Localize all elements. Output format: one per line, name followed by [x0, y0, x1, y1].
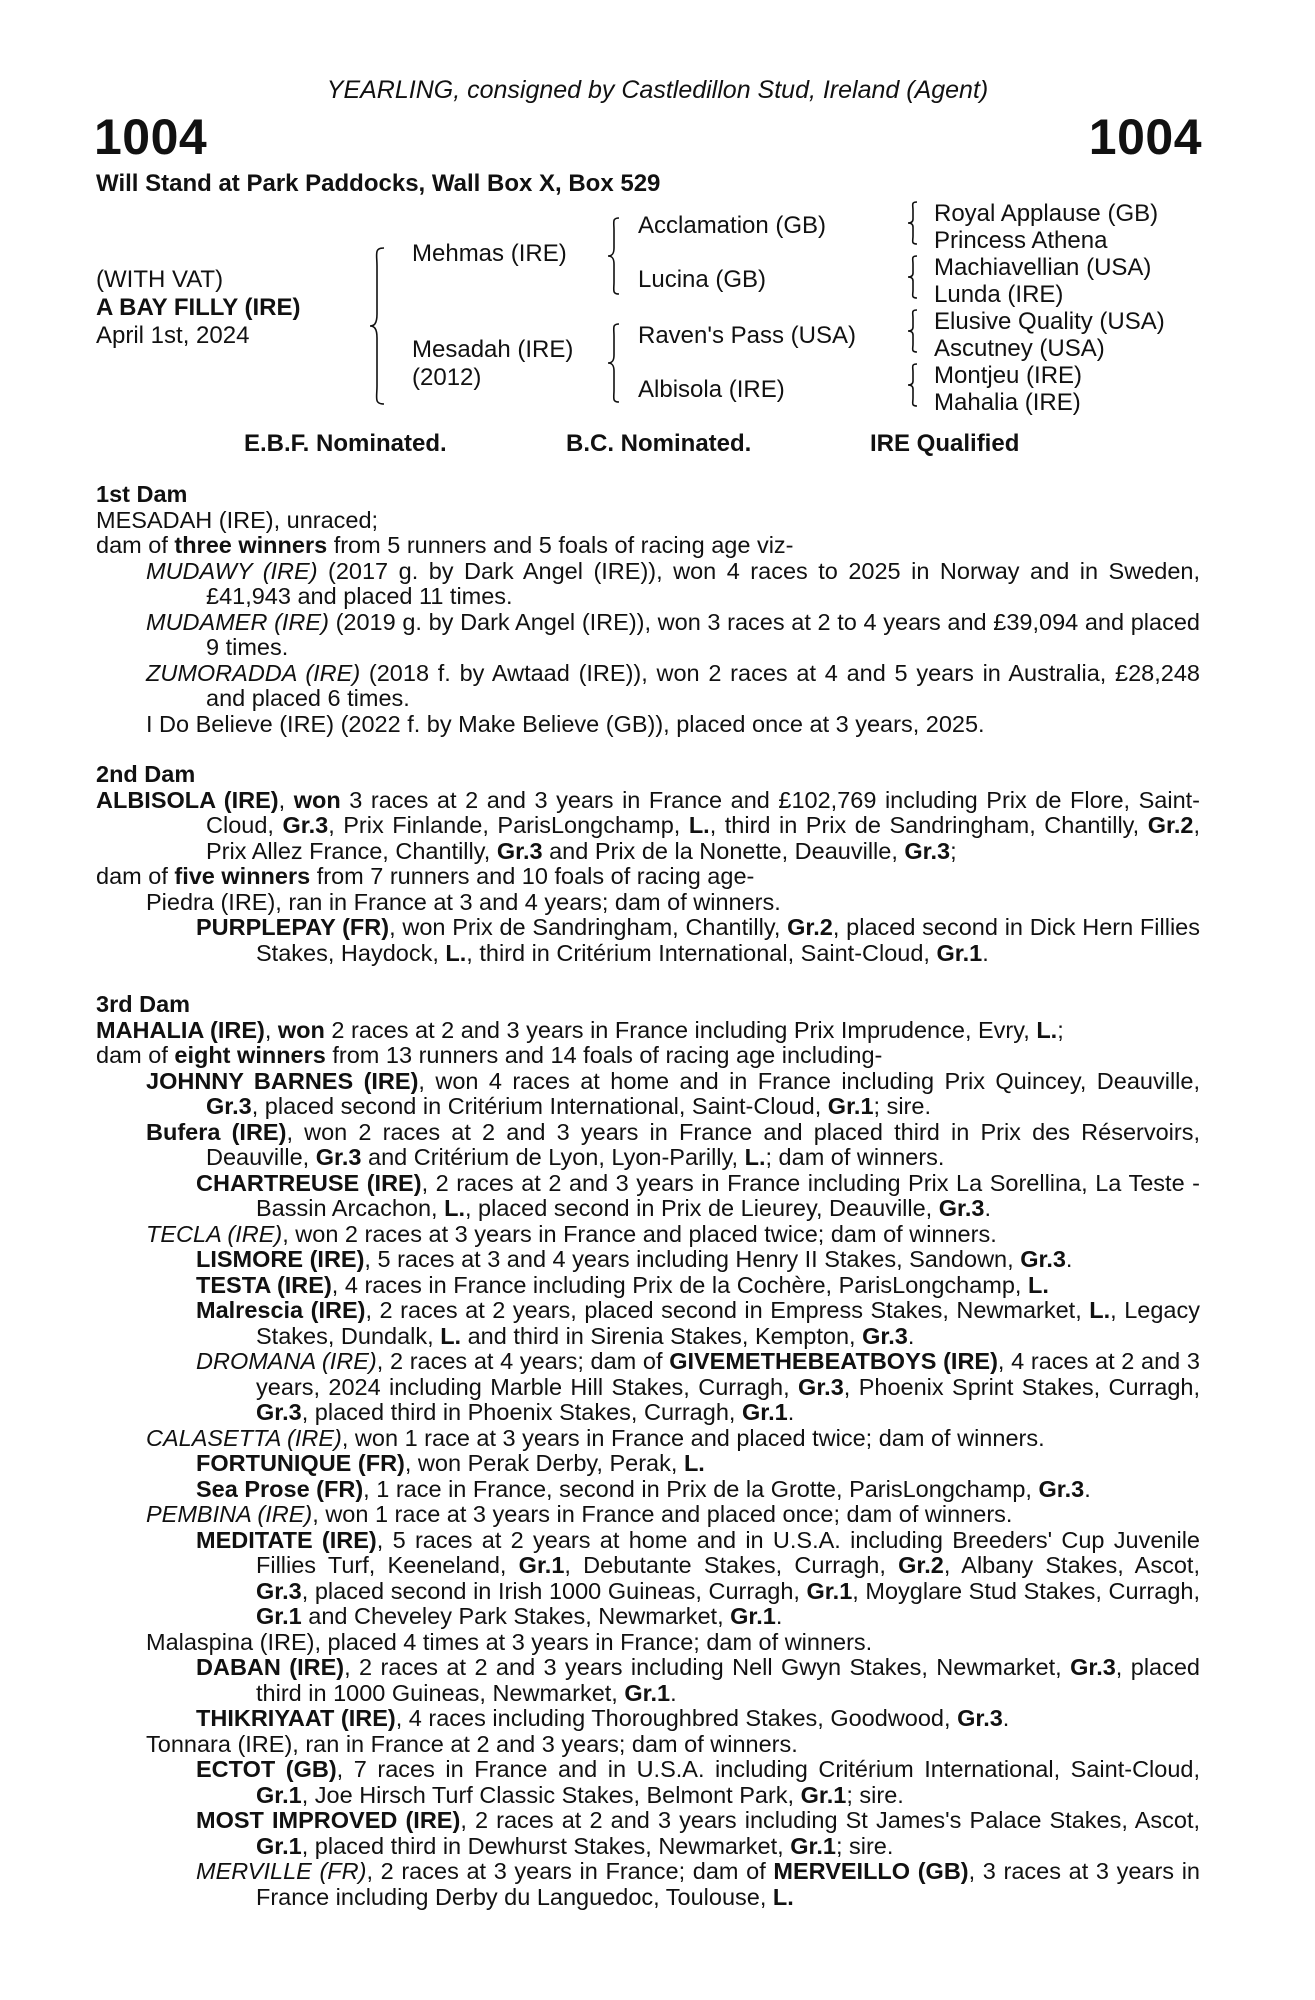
- produce-entry: TECLA (IRE), won 2 races at 3 years in France and placed twice; dam of winners.: [146, 1220, 997, 1247]
- second-dam-produce-summary: dam of five winners from 7 runners and 10 foals of racing age-: [96, 863, 755, 889]
- produce-entry: MERVILLE (FR), 2 races at 3 years in France; dam of MERVEILLO (GB), 3 races at 3 years in France including Derby du Languedoc, Toulouse, L.: [196, 1858, 1201, 1910]
- produce-entry: ZUMORADDA (IRE) (2018 f. by Awtaad (IRE)), won 2 races at 4 and 5 years in Australia, £28,248 and placed 6 times.: [146, 659, 1200, 711]
- sire-name: Mehmas (IRE): [412, 240, 567, 267]
- pedigree-brace-sire: [606, 216, 622, 296]
- produce-entry: Malrescia (IRE), 2 races at 2 years, placed second in Empress Stakes, Newmarket, L., Legacy Stakes, Dundalk, L. and third in Sirenia Stakes, Kempton, Gr.3.: [196, 1297, 1201, 1349]
- pedigree-brace-main: [368, 246, 388, 406]
- pedigree-brace-dam: [606, 322, 622, 404]
- pedigree-brace-sd: [906, 254, 920, 300]
- pedigree-brace-ds: [906, 308, 920, 354]
- sire-dam-sire: Machiavellian (USA): [934, 254, 1152, 281]
- pedigree-brace-ss: [906, 200, 920, 246]
- produce-entry: MUDAWY (IRE) (2017 g. by Dark Angel (IRE)), won 4 races to 2025 in Norway and in Sweden, £41,943 and placed 11 times.: [146, 557, 1200, 609]
- horse-name: A BAY FILLY (IRE): [96, 294, 301, 321]
- third-dam-produce-summary: dam of eight winners from 13 runners and 14 foals of racing age including-: [96, 1042, 883, 1068]
- first-dam-heading: 1st Dam: [96, 481, 188, 507]
- consignor-line: YEARLING, consigned by Castledillon Stud, Ireland (Agent): [326, 76, 989, 104]
- produce-entry: ECTOT (GB), 7 races in France and in U.S.A. including Critérium International, Saint-Cloud, Gr.1, Joe Hirsch Turf Classic Stakes, Belmont Park, Gr.1; sire.: [196, 1756, 1200, 1808]
- lot-number-left: 1004: [94, 109, 208, 165]
- dam-sire-sire: Elusive Quality (USA): [934, 308, 1165, 335]
- dam-dam-sire: Montjeu (IRE): [934, 362, 1083, 389]
- ire-qualified: IRE Qualified: [870, 430, 1020, 457]
- first-dam-produce-summary: dam of three winners from 5 runners and 5 foals of racing age viz-: [96, 532, 794, 558]
- dam-sire: Raven's Pass (USA): [638, 322, 856, 349]
- produce-entry: I Do Believe (IRE) (2022 f. by Make Believe (GB)), placed once at 3 years, 2025.: [146, 710, 985, 737]
- produce-entry: Tonnara (IRE), ran in France at 2 and 3 years; dam of winners.: [146, 1730, 798, 1757]
- dam-dam-dam: Mahalia (IRE): [934, 389, 1081, 416]
- second-dam-record: ALBISOLA (IRE), won 3 races at 2 and 3 years in France and £102,769 including Prix de Flore, Saint-Cloud, Gr.3, Prix Finlande, ParisLongchamp, L., third in Prix de Sandringham, Chantilly, Gr.2, Prix Allez France, Chantilly, Gr.3 and Prix de la Nonette, Deauville, Gr.3;: [96, 786, 1201, 864]
- sire-sire-dam: Princess Athena: [934, 227, 1108, 254]
- dam-dam: Albisola (IRE): [638, 376, 785, 403]
- second-dam-section: [96, 762, 1200, 966]
- first-dam-line: MESADAH (IRE), unraced;: [96, 506, 379, 533]
- produce-entry: Malaspina (IRE), placed 4 times at 3 years in France; dam of winners.: [146, 1628, 873, 1655]
- produce-entry: MEDITATE (IRE), 5 races at 2 years at home and in U.S.A. including Breeders' Cup Juvenile Fillies Turf, Keeneland, Gr.1, Debutante Stakes, Curragh, Gr.2, Albany Stakes, Ascot, Gr.3, placed second in Irish 1000 Guineas, Curragh, Gr.1, Moyglare Stud Stakes, Curragh, Gr.1 and Cheveley Park Stakes, Newmarket, Gr.1.: [196, 1526, 1200, 1629]
- sire-dam: Lucina (GB): [638, 266, 767, 293]
- produce-entry: PEMBINA (IRE), won 1 race at 3 years in France and placed once; dam of winners.: [146, 1501, 1013, 1527]
- third-dam-record: MAHALIA (IRE), won 2 races at 2 and 3 years in France including Prix Imprudence, Evry, L.;: [96, 1016, 1064, 1043]
- produce-entry: Bufera (IRE), won 2 races at 2 and 3 years in France and placed third in Prix des Réservoirs, Deauville, Gr.3 and Critérium de Lyon, Lyon-Parilly, L.; dam of winners.: [146, 1118, 1200, 1170]
- ebf-nomination: E.B.F. Nominated.: [244, 430, 447, 457]
- dam-name: Mesadah (IRE): [412, 336, 574, 363]
- bc-nomination: B.C. Nominated.: [566, 430, 752, 457]
- produce-entry: MOST IMPROVED (IRE), 2 races at 2 and 3 years including St James's Palace Stakes, Ascot, Gr.1, placed third in Dewhurst Stakes, Newmarket, Gr.1; sire.: [196, 1807, 1201, 1859]
- second-dam-heading: 2nd Dam: [96, 761, 196, 787]
- produce-entry: MUDAMER (IRE) (2019 g. by Dark Angel (IRE)), won 3 races at 2 to 4 years and £39,094 and placed 9 times.: [146, 608, 1200, 660]
- produce-entry: THIKRIYAAT (IRE), 4 races including Thoroughbred Stakes, Goodwood, Gr.3.: [196, 1705, 1010, 1731]
- dam-year: (2012): [412, 364, 482, 391]
- produce-entry: CALASETTA (IRE), won 1 race at 3 years in France and placed twice; dam of winners.: [146, 1424, 1045, 1451]
- produce-entry: CHARTREUSE (IRE), 2 races at 2 and 3 years in France including Prix La Sorellina, La Teste - Bassin Arcachon, L., placed second in Prix de Lieurey, Deauville, Gr.3.: [196, 1169, 1200, 1221]
- produce-entry: FORTUNIQUE (FR), won Perak Derby, Perak, L.: [196, 1450, 705, 1476]
- foaling-date: April 1st, 2024: [96, 322, 250, 349]
- stand-location: Will Stand at Park Paddocks, Wall Box X, Box 529: [96, 170, 661, 197]
- produce-entry: LISMORE (IRE), 5 races at 3 and 4 years including Henry II Stakes, Sandown, Gr.3.: [196, 1246, 1073, 1272]
- produce-entry: DABAN (IRE), 2 races at 2 and 3 years including Nell Gwyn Stakes, Newmarket, Gr.3, placed third in 1000 Guineas, Newmarket, Gr.1.: [196, 1654, 1200, 1706]
- third-dam-section: [96, 992, 1200, 1910]
- produce-entry: TESTA (IRE), 4 races in France including Prix de la Cochère, ParisLongchamp, L.: [196, 1271, 1049, 1298]
- third-dam-heading: 3rd Dam: [96, 991, 191, 1017]
- produce-entry: PURPLEPAY (FR), won Prix de Sandringham, Chantilly, Gr.2, placed second in Dick Hern Fillies Stakes, Haydock, L., third in Critérium International, Saint-Cloud, Gr.1.: [196, 914, 1200, 966]
- vat-note: (WITH VAT): [96, 266, 224, 293]
- produce-entry: Piedra (IRE), ran in France at 3 and 4 years; dam of winners.: [146, 888, 781, 915]
- sire-sire-sire: Royal Applause (GB): [934, 200, 1159, 227]
- sire-sire: Acclamation (GB): [638, 212, 827, 239]
- produce-entry: DROMANA (IRE), 2 races at 4 years; dam of GIVEMETHEBEATBOYS (IRE), 4 races at 2 and 3 years, 2024 including Marble Hill Stakes, Curragh, Gr.3, Phoenix Sprint Stakes, Curragh, Gr.3, placed third in Phoenix Stakes, Curragh, Gr.1.: [196, 1348, 1200, 1425]
- dam-sire-dam: Ascutney (USA): [934, 335, 1105, 362]
- sire-dam-dam: Lunda (IRE): [934, 281, 1064, 308]
- produce-entry: JOHNNY BARNES (IRE), won 4 races at home and in France including Prix Quincey, Deauville, Gr.3, placed second in Critérium International, Saint-Cloud, Gr.1; sire.: [146, 1067, 1200, 1119]
- produce-entry: Sea Prose (FR), 1 race in France, second in Prix de la Grotte, ParisLongchamp, Gr.3.: [196, 1475, 1091, 1502]
- pedigree-brace-dd: [906, 362, 920, 408]
- first-dam-section: [96, 482, 1200, 737]
- lot-number-right: 1004: [1088, 109, 1202, 165]
